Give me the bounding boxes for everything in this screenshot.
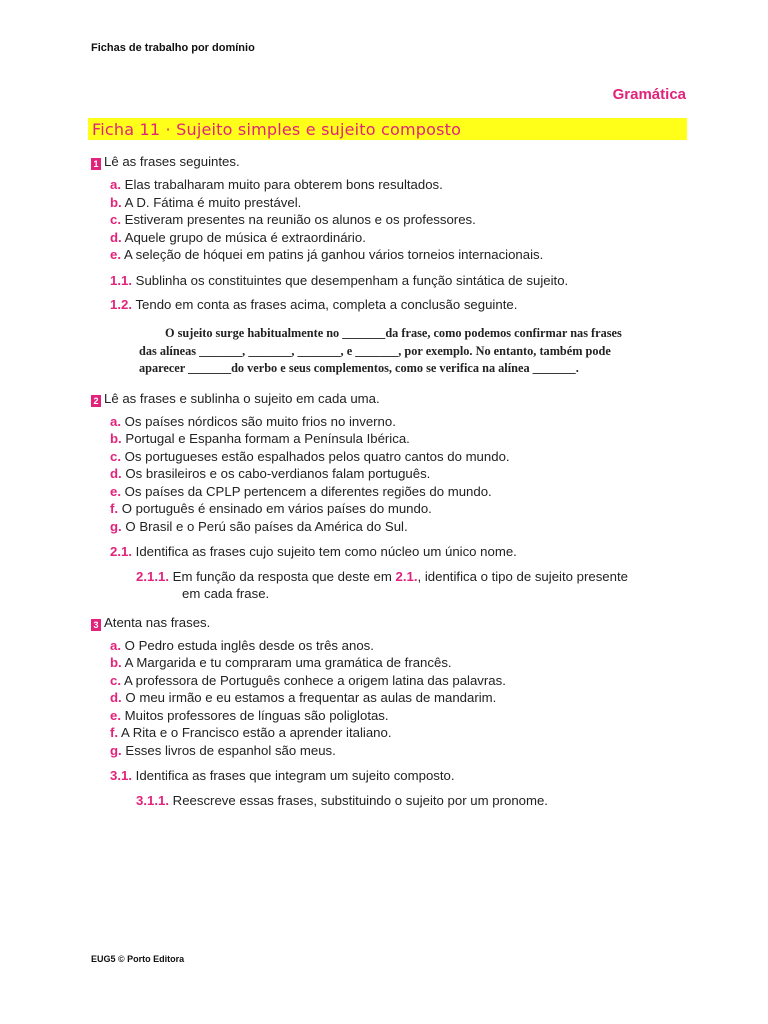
list-item — [110, 743, 336, 758]
item-letter: b. — [110, 655, 122, 670]
subquestion-text: Identifica as frases que integram um sujeito composto. — [135, 768, 455, 783]
item-text: A seleção de hóquei em patins já ganhou vários torneios internacionais. — [123, 247, 544, 262]
item-letter: e. — [110, 484, 121, 499]
item-text: Os países nórdicos são muito frios no inverno. — [124, 414, 396, 429]
item-text: Muitos professores de línguas são poliglotas. — [124, 708, 389, 723]
subquestion-text: Tendo em conta as frases acima, completa a conclusão seguinte. — [135, 297, 518, 312]
item-text: Os países da CPLP pertencem a diferentes regiões do mundo. — [124, 484, 492, 499]
subquestion-2-1-1-cont: em cada frase. — [182, 586, 270, 601]
list-item — [110, 708, 389, 723]
conclusion-line: O sujeito surge habitualmente no _______da frase, como podemos confirmar nas frases — [165, 326, 622, 340]
list-item — [110, 519, 408, 534]
subquestion-number: 3.1. — [110, 768, 132, 783]
subquestion-text: Em função da resposta que deste em — [172, 569, 392, 584]
item-letter: b. — [110, 195, 122, 210]
list-item — [110, 501, 432, 516]
item-letter: d. — [110, 466, 122, 481]
subquestion-number: 1.1. — [110, 273, 132, 288]
item-text: O Pedro estuda inglês desde os três anos. — [124, 638, 374, 653]
item-letter: f. — [110, 501, 119, 516]
list-item — [110, 212, 476, 227]
page-header: Fichas de trabalho por domínio — [91, 42, 255, 54]
subquestion-text: Reescreve essas frases, substituindo o sujeito por um pronome. — [172, 793, 548, 808]
list-item — [110, 655, 452, 670]
subquestion-text: Identifica as frases cujo sujeito tem como núcleo um único nome. — [135, 544, 517, 559]
subquestion-1-1 — [110, 273, 568, 288]
subquestion-number: 2.1. — [110, 544, 132, 559]
item-letter: d. — [110, 690, 122, 705]
item-letter: b. — [110, 431, 122, 446]
item-letter: c. — [110, 212, 121, 227]
list-item — [110, 690, 496, 705]
subquestion-2-1 — [110, 544, 517, 559]
item-text: A Rita e o Francisco estão a aprender italiano. — [121, 725, 392, 740]
section-title: Gramática — [612, 86, 686, 103]
item-letter: a. — [110, 638, 121, 653]
subquestion-text: , identifica o tipo de sujeito presente — [417, 569, 628, 584]
subquestion-3-1 — [110, 768, 455, 783]
list-item — [110, 673, 506, 688]
subquestion-2-1-1 — [136, 569, 628, 584]
subquestion-number: 2.1.1. — [136, 569, 169, 584]
item-letter: a. — [110, 177, 121, 192]
title-bar — [88, 118, 687, 140]
question-text: Lê as frases seguintes. — [104, 154, 240, 169]
question-2 — [91, 391, 380, 407]
list-item — [110, 195, 301, 210]
conclusion-line: aparecer _______do verbo e seus complementos, como se verifica na alínea _______. — [139, 361, 579, 375]
subquestion-1-2 — [110, 297, 517, 312]
list-item — [110, 414, 396, 429]
question-1 — [91, 154, 240, 170]
subquestion-number: 1.2. — [110, 297, 132, 312]
item-letter: g. — [110, 743, 122, 758]
question-number: 3 — [91, 619, 101, 631]
subquestion-reference: 2.1. — [395, 569, 418, 584]
list-item — [110, 484, 492, 499]
worksheet-title: Ficha 11 · Sujeito simples e sujeito composto — [92, 120, 462, 139]
item-letter: e. — [110, 247, 121, 262]
item-text: O meu irmão e eu estamos a frequentar as aulas de mandarim. — [125, 690, 497, 705]
list-item — [110, 247, 543, 262]
question-number: 1 — [91, 158, 101, 170]
item-text: Aquele grupo de música é extraordinário. — [124, 230, 366, 245]
question-text: Atenta nas frases. — [104, 615, 211, 630]
item-text: O português é ensinado em vários países do mundo. — [121, 501, 432, 516]
question-3 — [91, 615, 210, 631]
item-text: A Margarida e tu compraram uma gramática de francês. — [124, 655, 452, 670]
list-item — [110, 449, 510, 464]
conclusion-line: das alíneas _______, _______, _______, e _______, por exemplo. No entanto, também pode — [139, 344, 611, 358]
list-item — [110, 466, 430, 481]
item-letter: d. — [110, 230, 122, 245]
item-text: Estiveram presentes na reunião os alunos e os professores. — [124, 212, 476, 227]
item-text: Esses livros de espanhol são meus. — [125, 743, 336, 758]
list-item — [110, 177, 443, 192]
subquestion-number: 3.1.1. — [136, 793, 169, 808]
list-item — [110, 431, 410, 446]
item-letter: c. — [110, 673, 121, 688]
page-footer: EUG5 © Porto Editora — [91, 954, 185, 964]
item-letter: e. — [110, 708, 121, 723]
item-text: O Brasil e o Perú são países da América do Sul. — [125, 519, 408, 534]
item-letter: g. — [110, 519, 122, 534]
item-text: A D. Fátima é muito prestável. — [124, 195, 302, 210]
item-text: Elas trabalharam muito para obterem bons resultados. — [124, 177, 443, 192]
list-item — [110, 638, 374, 653]
item-text: A professora de Português conhece a origem latina das palavras. — [123, 673, 506, 688]
subquestion-3-1-1 — [136, 793, 548, 808]
item-letter: c. — [110, 449, 121, 464]
subquestion-text: Sublinha os constituintes que desempenham a função sintática de sujeito. — [135, 273, 569, 288]
question-number: 2 — [91, 395, 101, 407]
item-text: Os brasileiros e os cabo-verdianos falam português. — [125, 466, 431, 481]
item-text: Os portugueses estão espalhados pelos quatro cantos do mundo. — [124, 449, 510, 464]
list-item — [110, 725, 392, 740]
item-letter: a. — [110, 414, 121, 429]
list-item — [110, 230, 366, 245]
item-text: Portugal e Espanha formam a Península Ibérica. — [125, 431, 410, 446]
item-letter: f. — [110, 725, 119, 740]
question-text: Lê as frases e sublinha o sujeito em cada uma. — [104, 391, 380, 406]
